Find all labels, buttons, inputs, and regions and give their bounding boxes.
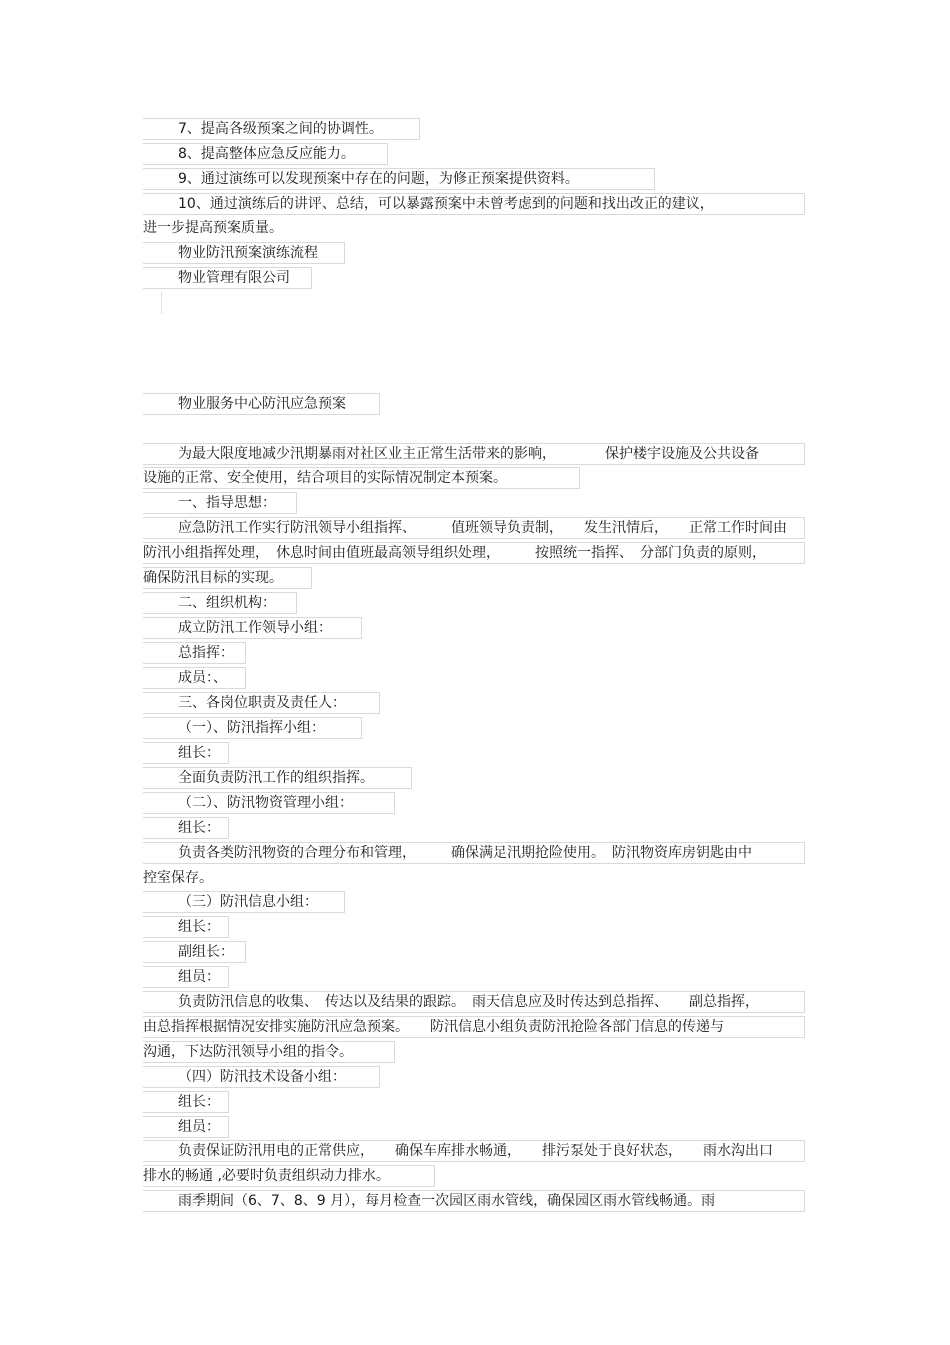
- text-line: 负责各类防汛物资的合理分布和管理， 确保满足汛期抢险使用。 防汛物资库房钥匙由中: [178, 845, 752, 861]
- text-line: 组员：: [178, 1119, 220, 1135]
- cell-border: [143, 817, 229, 839]
- text-line: 由总指挥根据情况安排实施防汛应急预案。 防汛信息小组负责防汛抢险各部门信息的传递与: [143, 1019, 724, 1035]
- cell-border: [143, 742, 229, 764]
- text-line: 全面负责防汛工作的组织指挥。: [178, 770, 374, 786]
- cell-border: [143, 193, 805, 215]
- text-line: 三、各岗位职责及责任人：: [178, 695, 346, 711]
- cell-border: [143, 592, 297, 614]
- cell-border: [143, 118, 420, 140]
- cell-border: [143, 1016, 805, 1038]
- text-line: 应急防汛工作实行防汛领导小组指挥、 值班领导负责制， 发生汛情后， 正常工作时间由: [178, 520, 787, 536]
- text-line: 防汛小组指挥处理， 休息时间由值班最高领导组织处理， 按照统一指挥、 分部门负责的原则，: [143, 545, 766, 561]
- cell-border: [143, 168, 655, 190]
- text-line: 物业服务中心防汛应急预案: [178, 396, 346, 412]
- text-line: 设施的正常、安全使用，结合项目的实际情况制定本预案。: [143, 470, 507, 486]
- cell-border: [143, 1041, 395, 1063]
- cell-border: [143, 143, 388, 165]
- cell-border: [143, 517, 805, 539]
- cell-border: [143, 1165, 435, 1187]
- cell-border: [143, 692, 380, 714]
- text-line: （一）、防汛指挥小组：: [178, 720, 325, 736]
- text-line: 二、组织机构：: [178, 595, 276, 611]
- cell-border: [143, 617, 362, 639]
- cell-border: [143, 667, 246, 689]
- cell-border: [143, 642, 246, 664]
- text-line: 9、通过演练可以发现预案中存在的问题，为修正预案提供资料。: [178, 171, 579, 187]
- text-line: 确保防汛目标的实现。: [143, 570, 283, 586]
- cell-border: [143, 991, 805, 1013]
- text-line: （四）防汛技术设备小组：: [178, 1069, 346, 1085]
- cell-border: [143, 1091, 229, 1113]
- cell-border: [143, 966, 229, 988]
- text-line: 排水的畅通 ,必要时负责组织动力排水。: [143, 1168, 390, 1184]
- cell-border: [143, 842, 805, 864]
- cell-border: [143, 717, 362, 739]
- cell-border: [143, 443, 805, 465]
- text-line: 组长：: [178, 919, 220, 935]
- cell-border: [143, 941, 246, 963]
- text-line: 组员：: [178, 969, 220, 985]
- text-line: （二）、防汛物资管理小组：: [178, 795, 353, 811]
- cell-border: [143, 242, 345, 264]
- cell-border: [143, 492, 297, 514]
- text-line: 成员：、: [178, 670, 227, 686]
- cell-border: [143, 792, 395, 814]
- text-line: 8、提高整体应急反应能力。: [178, 146, 355, 162]
- cell-border: [143, 542, 805, 564]
- text-line: 物业管理有限公司: [178, 270, 290, 286]
- text-line: 7、提高各级预案之间的协调性。: [178, 121, 383, 137]
- text-line: 成立防汛工作领导小组：: [178, 620, 332, 636]
- text-line: 负责保证防汛用电的正常供应， 确保车库排水畅通， 排污泵处于良好状态， 雨水沟出口: [178, 1143, 773, 1159]
- text-line: 沟通，下达防汛领导小组的指令。: [143, 1044, 353, 1060]
- cell-border: [143, 267, 312, 289]
- text-line: 组长：: [178, 1094, 220, 1110]
- text-line: 负责防汛信息的收集、 传达以及结果的跟踪。 雨天信息应及时传达到总指挥、 副总指挥，: [178, 994, 759, 1010]
- cell-border: [143, 891, 345, 913]
- cell-border: [143, 1066, 380, 1088]
- text-line: 10、通过演练后的讲评、总结，可以暴露预案中未曾考虑到的问题和找出改正的建议，: [178, 196, 714, 212]
- text-line: 控室保存。: [143, 870, 213, 886]
- text-line: 为最大限度地减少汛期暴雨对社区业主正常生活带来的影响， 保护楼宇设施及公共设备: [178, 446, 759, 462]
- text-line: 进一步提高预案质量。: [143, 220, 283, 236]
- cell-border: [143, 567, 312, 589]
- text-line: 一、指导思想：: [178, 495, 276, 511]
- cell-border: [143, 916, 229, 938]
- cell-border: [143, 1116, 229, 1138]
- text-line: 总指挥：: [178, 645, 234, 661]
- cell-border: [143, 467, 580, 489]
- text-line: 物业防汛预案演练流程: [178, 245, 318, 261]
- cell-border: [143, 1140, 805, 1162]
- text-line: 雨季期间（6、7、8、9 月），每月检查一次园区雨水管线，确保园区雨水管线畅通。雨: [178, 1193, 716, 1209]
- empty-cell: [143, 292, 162, 314]
- text-line: 组长：: [178, 820, 220, 836]
- text-line: 副组长：: [178, 944, 234, 960]
- text-line: （三）防汛信息小组：: [178, 894, 318, 910]
- text-line: 组长：: [178, 745, 220, 761]
- cell-border: [143, 393, 380, 415]
- cell-border: [143, 767, 412, 789]
- cell-border: [143, 1190, 805, 1212]
